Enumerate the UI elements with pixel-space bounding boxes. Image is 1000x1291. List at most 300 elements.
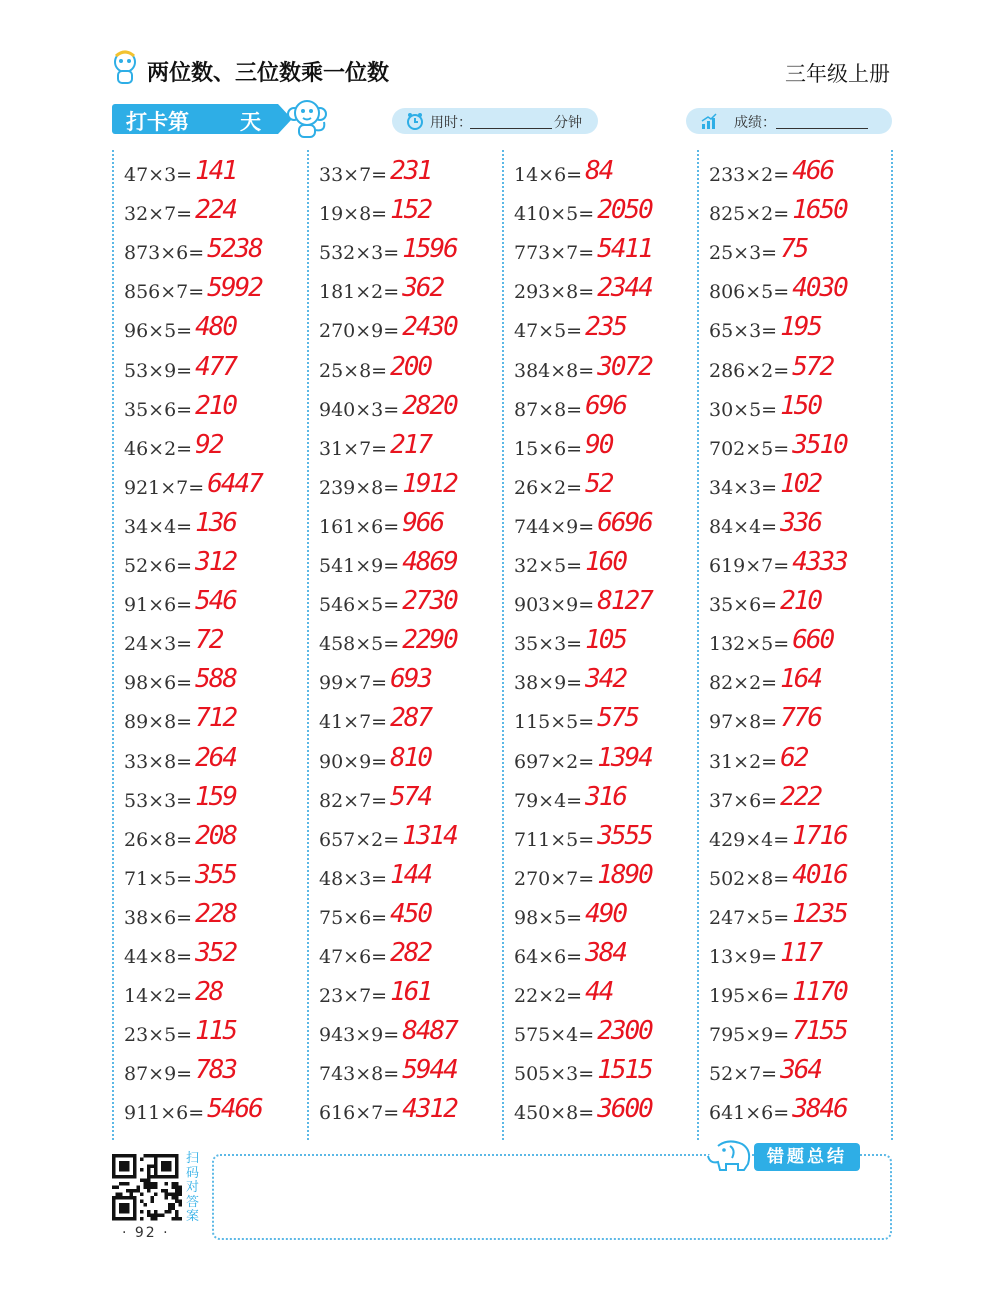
exercise-item (514, 582, 652, 621)
handwritten-answer[interactable]: 264 (195, 742, 237, 773)
exercise-expression: 270×7= (514, 867, 595, 890)
exercise-item (124, 230, 262, 269)
exercise-expression: 47×6= (319, 946, 388, 968)
exercise-expression: 91×6= (124, 594, 193, 617)
exercise-item (709, 504, 821, 543)
exercise-expression: 98×6= (124, 672, 193, 695)
handwritten-answer[interactable]: 362 (402, 273, 444, 304)
handwritten-answer[interactable]: 208 (195, 820, 237, 851)
exercise-item (709, 973, 847, 1012)
exercise-item (514, 1051, 652, 1090)
handwritten-answer[interactable]: 102 (780, 468, 822, 499)
handwritten-answer[interactable]: 3510 (792, 429, 847, 460)
exercise-item (319, 621, 457, 660)
exercise-expression: 47×3= (124, 164, 193, 186)
exercise-item (319, 856, 431, 895)
handwritten-answer[interactable]: 2344 (597, 273, 652, 304)
exercise-item (709, 660, 821, 699)
handwritten-answer[interactable]: 44 (585, 977, 613, 1008)
exercise-column (307, 152, 502, 1142)
exercise-expression: 71×5= (124, 867, 193, 890)
handwritten-answer[interactable]: 3846 (792, 1094, 847, 1125)
score-label: 成绩： (734, 115, 776, 131)
exercise-expression: 806×5= (709, 281, 790, 304)
handwritten-answer[interactable]: 141 (195, 156, 237, 186)
exercise-item (514, 465, 612, 504)
exercise-item (124, 465, 262, 504)
exercise-item (514, 387, 626, 426)
exercise-expression: 911×6= (124, 1102, 205, 1125)
mascot-logo-icon (110, 50, 140, 84)
exercise-item (514, 543, 626, 582)
exercise-expression: 82×2= (709, 672, 778, 695)
exercise-item (709, 1051, 821, 1090)
exercise-grid (112, 152, 892, 1142)
handwritten-answer[interactable]: 477 (195, 351, 237, 382)
exercise-item (709, 934, 821, 973)
exercise-expression: 384×8= (514, 359, 595, 382)
exercise-expression: 458×5= (319, 633, 400, 656)
exercise-item (124, 191, 236, 230)
handwritten-answer[interactable]: 6447 (207, 468, 262, 499)
exercise-item (124, 739, 236, 778)
handwritten-answer[interactable]: 342 (585, 664, 627, 695)
exercise-expression: 181×2= (319, 281, 400, 304)
exercise-item (319, 660, 431, 699)
exercise-expression: 541×9= (319, 555, 400, 577)
exercise-expression: 26×2= (514, 476, 583, 499)
exercise-expression: 87×9= (124, 1063, 193, 1086)
exercise-expression: 270×9= (319, 320, 400, 343)
handwritten-answer[interactable]: 5238 (207, 234, 262, 265)
exercise-item (709, 543, 847, 582)
handwritten-answer[interactable]: 4333 (792, 547, 847, 577)
score-field (686, 108, 892, 134)
exercise-item (709, 739, 807, 778)
time-label: 用时： (430, 115, 472, 131)
exercise-item (124, 426, 222, 465)
handwritten-answer[interactable]: 1596 (402, 234, 457, 265)
exercise-item (319, 1012, 457, 1051)
time-unit: 分钟 (554, 115, 582, 131)
handwritten-answer[interactable]: 160 (585, 547, 627, 577)
exercise-item (514, 621, 626, 660)
handwritten-answer[interactable]: 4016 (792, 859, 847, 890)
checkin-prefix: 打卡第 (126, 110, 189, 134)
exercise-expression: 161×6= (319, 515, 400, 538)
exercise-item (514, 1090, 652, 1129)
exercise-expression: 38×6= (124, 906, 193, 929)
page-header (0, 0, 1000, 100)
exercise-expression: 89×8= (124, 711, 193, 734)
handwritten-answer[interactable]: 3600 (597, 1094, 652, 1125)
exercise-item (319, 348, 431, 387)
exercise-expression: 940×3= (319, 398, 400, 421)
handwritten-answer[interactable]: 1170 (792, 977, 847, 1008)
book-title: 两位数、三位数乘一位数 (147, 61, 390, 86)
exercise-expression: 53×9= (124, 359, 193, 382)
exercise-expression: 33×8= (124, 750, 193, 773)
exercise-item (514, 660, 626, 699)
handwritten-answer[interactable]: 2300 (597, 1016, 652, 1047)
handwritten-answer[interactable]: 75 (780, 234, 808, 265)
handwritten-answer[interactable]: 200 (390, 351, 432, 382)
exercise-expression: 97×8= (709, 711, 778, 734)
handwritten-answer[interactable]: 783 (195, 1055, 237, 1086)
exercise-expression: 99×7= (319, 672, 388, 695)
handwritten-answer[interactable]: 1890 (597, 859, 652, 890)
exercise-expression: 619×7= (709, 555, 790, 577)
exercise-item (709, 152, 833, 191)
checkin-suffix: 天 (240, 110, 261, 134)
handwritten-answer[interactable]: 224 (195, 195, 237, 226)
handwritten-answer[interactable]: 195 (780, 312, 822, 343)
exercise-expression: 33×7= (319, 164, 388, 186)
handwritten-answer[interactable]: 4312 (402, 1094, 457, 1125)
handwritten-answer[interactable]: 217 (390, 429, 432, 460)
qr-code-icon[interactable] (112, 1154, 182, 1222)
exercise-expression: 795×9= (709, 1024, 790, 1047)
exercise-item (514, 934, 626, 973)
handwritten-answer[interactable]: 660 (792, 625, 834, 656)
handwritten-answer[interactable]: 210 (780, 586, 822, 617)
exercise-expression: 856×7= (124, 281, 205, 304)
exercise-expression: 25×3= (709, 242, 778, 265)
exercise-expression: 616×7= (319, 1102, 400, 1125)
handwritten-answer[interactable]: 52 (585, 468, 613, 499)
handwritten-answer[interactable]: 2820 (402, 390, 457, 421)
exercise-expression: 13×9= (709, 946, 778, 968)
exercise-expression: 19×8= (319, 203, 388, 226)
exercise-expression: 84×4= (709, 515, 778, 538)
exercise-item (124, 895, 236, 934)
handwritten-answer[interactable]: 1314 (402, 820, 457, 851)
handwritten-answer[interactable]: 136 (195, 507, 237, 538)
exercise-expression: 873×6= (124, 242, 205, 265)
chart-icon (700, 112, 718, 130)
handwritten-answer[interactable]: 776 (780, 703, 822, 734)
handwritten-answer[interactable]: 312 (195, 547, 237, 577)
exercise-expression: 30×5= (709, 398, 778, 421)
exercise-expression: 46×2= (124, 437, 193, 460)
handwritten-answer[interactable]: 62 (780, 742, 808, 773)
exercise-expression: 47×5= (514, 320, 583, 343)
exercise-item (514, 856, 652, 895)
handwritten-answer[interactable]: 228 (195, 898, 237, 929)
exercise-item (514, 269, 652, 308)
handwritten-answer[interactable]: 159 (195, 781, 237, 812)
handwritten-answer[interactable]: 3555 (597, 820, 652, 851)
exercise-item (124, 934, 236, 973)
exercise-expression: 195×6= (709, 985, 790, 1008)
handwritten-answer[interactable]: 222 (780, 781, 822, 812)
handwritten-answer[interactable]: 546 (195, 586, 237, 617)
exercise-item (709, 621, 833, 660)
exercise-expression: 293×8= (514, 281, 595, 304)
handwritten-answer[interactable]: 480 (195, 312, 237, 343)
exercise-item (319, 387, 457, 426)
exercise-expression: 82×7= (319, 789, 388, 812)
handwritten-answer[interactable]: 490 (585, 898, 627, 929)
handwritten-answer[interactable]: 1912 (402, 468, 457, 499)
handwritten-answer[interactable]: 105 (585, 625, 627, 656)
handwritten-answer[interactable]: 144 (390, 859, 432, 890)
handwritten-answer[interactable]: 231 (390, 156, 432, 186)
time-blank[interactable] (470, 128, 552, 129)
handwritten-answer[interactable]: 352 (195, 938, 237, 968)
handwritten-answer[interactable]: 150 (780, 390, 822, 421)
exercise-item (319, 934, 431, 973)
handwritten-answer[interactable]: 8487 (402, 1016, 457, 1047)
exercise-item (319, 699, 431, 738)
exercise-expression: 31×2= (709, 750, 778, 773)
handwritten-answer[interactable]: 6696 (597, 507, 652, 538)
exercise-expression: 14×6= (514, 164, 583, 186)
exercise-item (514, 1012, 652, 1051)
exercise-column (697, 152, 892, 1142)
handwritten-answer[interactable]: 450 (390, 898, 432, 929)
handwritten-answer[interactable]: 1515 (597, 1055, 652, 1086)
handwritten-answer[interactable]: 235 (585, 312, 627, 343)
handwritten-answer[interactable]: 210 (195, 390, 237, 421)
handwritten-answer[interactable]: 575 (597, 703, 639, 734)
handwritten-answer[interactable]: 5411 (597, 234, 652, 265)
exercise-item (124, 348, 236, 387)
exercise-expression: 64×6= (514, 946, 583, 968)
exercise-item (709, 387, 821, 426)
exercise-item (319, 504, 443, 543)
exercise-expression: 502×8= (709, 867, 790, 890)
exercise-item (124, 660, 236, 699)
exercise-item (514, 230, 652, 269)
exercise-item (709, 817, 847, 856)
exercise-item (514, 739, 652, 778)
exercise-expression: 23×5= (124, 1024, 193, 1047)
handwritten-answer[interactable]: 115 (195, 1016, 237, 1047)
exercise-expression: 75×6= (319, 906, 388, 929)
exercise-item (709, 778, 821, 817)
handwritten-answer[interactable]: 2050 (597, 195, 652, 226)
exercise-expression: 37×6= (709, 789, 778, 812)
exercise-item (709, 895, 847, 934)
exercise-item (514, 817, 652, 856)
exercise-item (709, 1012, 847, 1051)
handwritten-answer[interactable]: 2730 (402, 586, 457, 617)
exercise-expression: 90×9= (319, 750, 388, 773)
exercise-item (319, 308, 457, 347)
handwritten-answer[interactable]: 2290 (402, 625, 457, 656)
exercise-expression: 921×7= (124, 476, 205, 499)
exercise-expression: 53×3= (124, 789, 193, 812)
exercise-item (709, 426, 847, 465)
exercise-item (124, 856, 236, 895)
exercise-item (124, 582, 236, 621)
exercise-expression: 34×3= (709, 476, 778, 499)
monkey-mascot-icon (284, 96, 330, 140)
exercise-item (709, 230, 807, 269)
exercise-expression: 657×2= (319, 828, 400, 851)
exercise-expression: 35×3= (514, 633, 583, 656)
exercise-column (112, 152, 307, 1142)
handwritten-answer[interactable]: 161 (390, 977, 432, 1008)
exercise-item (709, 308, 821, 347)
exercise-item (709, 348, 833, 387)
exercise-expression: 532×3= (319, 242, 400, 265)
handwritten-answer[interactable]: 3072 (597, 351, 652, 382)
exercise-expression: 79×4= (514, 789, 583, 812)
mistake-summary-tab: 错题总结 (754, 1143, 860, 1171)
exercise-expression: 38×9= (514, 672, 583, 695)
exercise-item (319, 817, 457, 856)
handwritten-answer[interactable]: 5944 (402, 1055, 457, 1086)
exercise-item (124, 778, 236, 817)
exercise-expression: 65×3= (709, 320, 778, 343)
exercise-expression: 429×4= (709, 828, 790, 851)
exercise-item (709, 582, 821, 621)
exercise-expression: 546×5= (319, 594, 400, 617)
exercise-expression: 903×9= (514, 594, 595, 617)
exercise-item (124, 1051, 236, 1090)
handwritten-answer[interactable]: 1235 (792, 898, 847, 929)
handwritten-answer[interactable]: 5992 (207, 273, 262, 304)
clock-icon (406, 112, 424, 130)
exercise-item (124, 1012, 236, 1051)
exercise-item (514, 895, 626, 934)
exercise-item (124, 308, 236, 347)
exercise-item (709, 269, 847, 308)
exercise-item (514, 152, 612, 191)
exercise-item (514, 308, 626, 347)
exercise-expression: 247×5= (709, 906, 790, 929)
exercise-expression: 505×3= (514, 1063, 595, 1086)
handwritten-answer[interactable]: 164 (780, 664, 822, 695)
exercise-item (124, 543, 236, 582)
exercise-expression: 702×5= (709, 437, 790, 460)
exercise-item (124, 269, 262, 308)
exercise-item (124, 504, 236, 543)
exercise-item (319, 1051, 457, 1090)
handwritten-answer[interactable]: 7155 (792, 1016, 847, 1047)
handwritten-answer[interactable]: 72 (195, 625, 223, 656)
scan-for-answers-label: 扫码对答案 (186, 1151, 200, 1224)
exercise-expression: 744×9= (514, 515, 595, 538)
handwritten-answer[interactable]: 712 (195, 703, 237, 734)
exercise-item (514, 504, 652, 543)
exercise-expression: 96×5= (124, 320, 193, 343)
time-field (392, 108, 598, 134)
exercise-expression: 641×6= (709, 1102, 790, 1125)
page-number: · 92 · (122, 1225, 170, 1241)
exercise-item (319, 465, 457, 504)
exercise-expression: 26×8= (124, 828, 193, 851)
exercise-item (319, 1090, 457, 1129)
handwritten-answer[interactable]: 92 (195, 429, 223, 460)
handwritten-answer[interactable]: 316 (585, 781, 627, 812)
handwritten-answer[interactable]: 287 (390, 703, 432, 734)
exercise-item (319, 269, 443, 308)
exercise-expression: 15×6= (514, 437, 583, 460)
handwritten-answer[interactable]: 117 (780, 938, 822, 968)
exercise-item (709, 699, 821, 738)
exercise-item (319, 973, 431, 1012)
exercise-item (124, 621, 222, 660)
handwritten-answer[interactable]: 8127 (597, 586, 652, 617)
exercise-expression: 44×8= (124, 946, 193, 968)
exercise-item (319, 230, 457, 269)
exercise-item (514, 348, 652, 387)
handwritten-answer[interactable]: 90 (585, 429, 613, 460)
exercise-item (124, 387, 236, 426)
exercise-item (319, 895, 431, 934)
exercise-expression: 52×7= (709, 1063, 778, 1086)
exercise-item (514, 699, 638, 738)
exercise-item (124, 1090, 262, 1129)
exercise-item (319, 582, 457, 621)
exercise-expression: 32×5= (514, 555, 583, 577)
handwritten-answer[interactable]: 28 (195, 977, 223, 1008)
handwritten-answer[interactable]: 574 (390, 781, 432, 812)
exercise-item (319, 191, 431, 230)
handwritten-answer[interactable]: 336 (780, 507, 822, 538)
handwritten-answer[interactable]: 4030 (792, 273, 847, 304)
handwritten-answer[interactable]: 966 (402, 507, 444, 538)
exercise-expression: 98×5= (514, 906, 583, 929)
handwritten-answer[interactable]: 355 (195, 859, 237, 890)
exercise-item (319, 426, 431, 465)
exercise-item (124, 973, 222, 1012)
exercise-expression: 25×8= (319, 359, 388, 382)
score-blank[interactable] (776, 128, 868, 129)
exercise-item (319, 778, 431, 817)
handwritten-answer[interactable]: 2430 (402, 312, 457, 343)
exercise-expression: 450×8= (514, 1102, 595, 1125)
exercise-expression: 87×8= (514, 398, 583, 421)
exercise-expression: 943×9= (319, 1024, 400, 1047)
handwritten-answer[interactable]: 696 (585, 390, 627, 421)
handwritten-answer[interactable]: 152 (390, 195, 432, 226)
exercise-item (709, 1090, 847, 1129)
exercise-item (124, 817, 236, 856)
exercise-item (709, 465, 821, 504)
handwritten-answer[interactable]: 1394 (597, 742, 652, 773)
handwritten-answer[interactable]: 5466 (207, 1094, 262, 1125)
handwritten-answer[interactable]: 4869 (402, 547, 457, 577)
handwritten-answer[interactable]: 1716 (792, 820, 847, 851)
exercise-expression: 34×4= (124, 515, 193, 538)
handwritten-answer[interactable]: 384 (585, 938, 627, 968)
handwritten-answer[interactable]: 282 (390, 938, 432, 968)
handwritten-answer[interactable]: 572 (792, 351, 834, 382)
handwritten-answer[interactable]: 810 (390, 742, 432, 773)
exercise-item (319, 543, 457, 582)
handwritten-answer[interactable]: 693 (390, 664, 432, 695)
handwritten-answer[interactable]: 588 (195, 664, 237, 695)
handwritten-answer[interactable]: 364 (780, 1055, 822, 1086)
exercise-expression: 825×2= (709, 203, 790, 226)
grade-label: 三年级上册 (785, 62, 890, 86)
exercise-expression: 35×6= (709, 594, 778, 617)
exercise-item (319, 739, 431, 778)
exercise-expression: 132×5= (709, 633, 790, 656)
handwritten-answer[interactable]: 466 (792, 156, 834, 186)
exercise-item (514, 426, 612, 465)
exercise-item (514, 191, 652, 230)
handwritten-answer[interactable]: 1650 (792, 195, 847, 226)
exercise-expression: 23×7= (319, 985, 388, 1008)
handwritten-answer[interactable]: 84 (585, 156, 613, 186)
elephant-icon (704, 1138, 754, 1172)
exercise-expression: 711×5= (514, 828, 595, 851)
